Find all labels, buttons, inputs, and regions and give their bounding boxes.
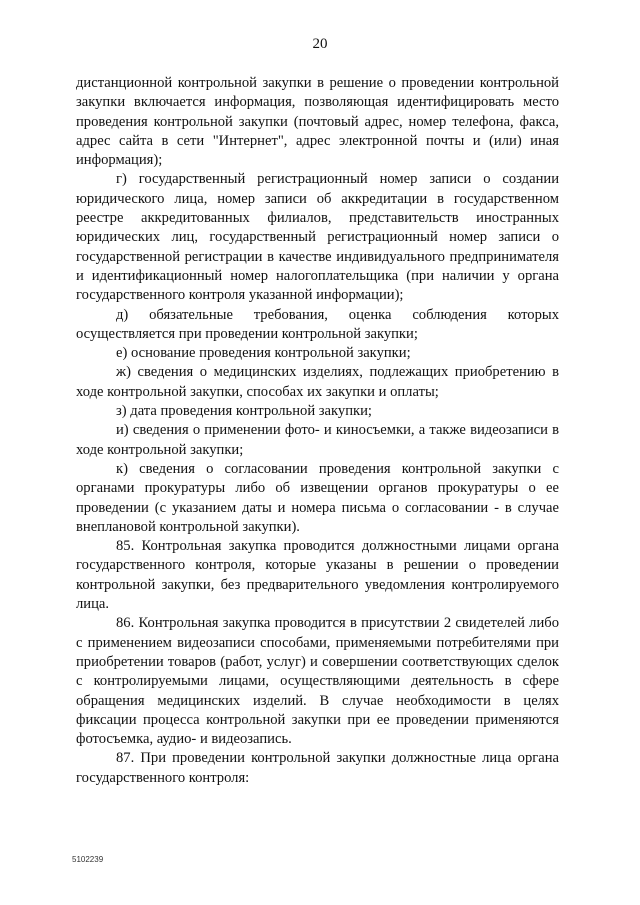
paragraph-85: 85. Контрольная закупка проводится должностными лицами органа государственного контроля, которые указаны в решении о проведении контрольной закупки, без предварительного уведомления контролируемого лица. [76, 538, 559, 613]
paragraph-item-g: г) государственный регистрационный номер записи о создании юридического лица, номер записи об аккредитации в государственном реестре аккредитованных филиалов, представительств иностранных юридических лиц, государственный регистрационный номер записи о государственной регистрации в качестве индивидуального предпринимателя и идентификационный номер налогоплательщика (при наличии у органа государственного контроля указанной информации); [76, 171, 559, 304]
paragraph-87: 87. При проведении контрольной закупки должностные лица органа государственного контроля: [76, 750, 559, 786]
document-body [76, 74, 559, 788]
paragraph-item-i: и) сведения о применении фото- и киносъемки, а также видеозаписи в ходе контрольной закупки; [76, 422, 559, 458]
paragraph-item-k: к) сведения о согласовании проведения контрольной закупки с органами прокуратуры либо об извещении органов прокуратуры о ее проведении (с указанием даты и номера письма о согласовании - в случае внеплановой контрольной закупки). [76, 460, 559, 535]
paragraph-item-zh: ж) сведения о медицинских изделиях, подлежащих приобретению в ходе контрольной закупки, способах их закупки и оплаты; [76, 364, 559, 400]
paragraph-item-z: з) дата проведения контрольной закупки; [116, 403, 372, 420]
page-number: 20 [312, 36, 328, 52]
paragraph-continuation: дистанционной контрольной закупки в решение о проведении контрольной закупки включается информация, позволяющая идентифицировать место проведения контрольной закупки (почтовый адрес, номер телефона, факса, адрес сайта в сети "Интернет", адрес электронной почты и (или) иная информация); [76, 75, 559, 169]
paragraph-item-e: е) основание проведения контрольной закупки; [116, 345, 411, 362]
paragraph-86: 86. Контрольная закупка проводится в присутствии 2 свидетелей либо с применением видеозаписи способами, применяемыми потребителями при приобретении товаров (работ, услуг) и совершении соответствующих сделок с контролируемыми лицами, осуществляющими деятельность в сфере обращения медицинских изделий. В случае необходимости в целях фиксации процесса контрольной закупки при ее проведении применяются фотосъемка, аудио- и видеозапись. [76, 615, 559, 748]
paragraph-item-d: д) обязательные требования, оценка соблюдения которых осуществляется при проведении контрольной закупки; [76, 306, 559, 342]
document-code: 5102239 [72, 855, 104, 864]
